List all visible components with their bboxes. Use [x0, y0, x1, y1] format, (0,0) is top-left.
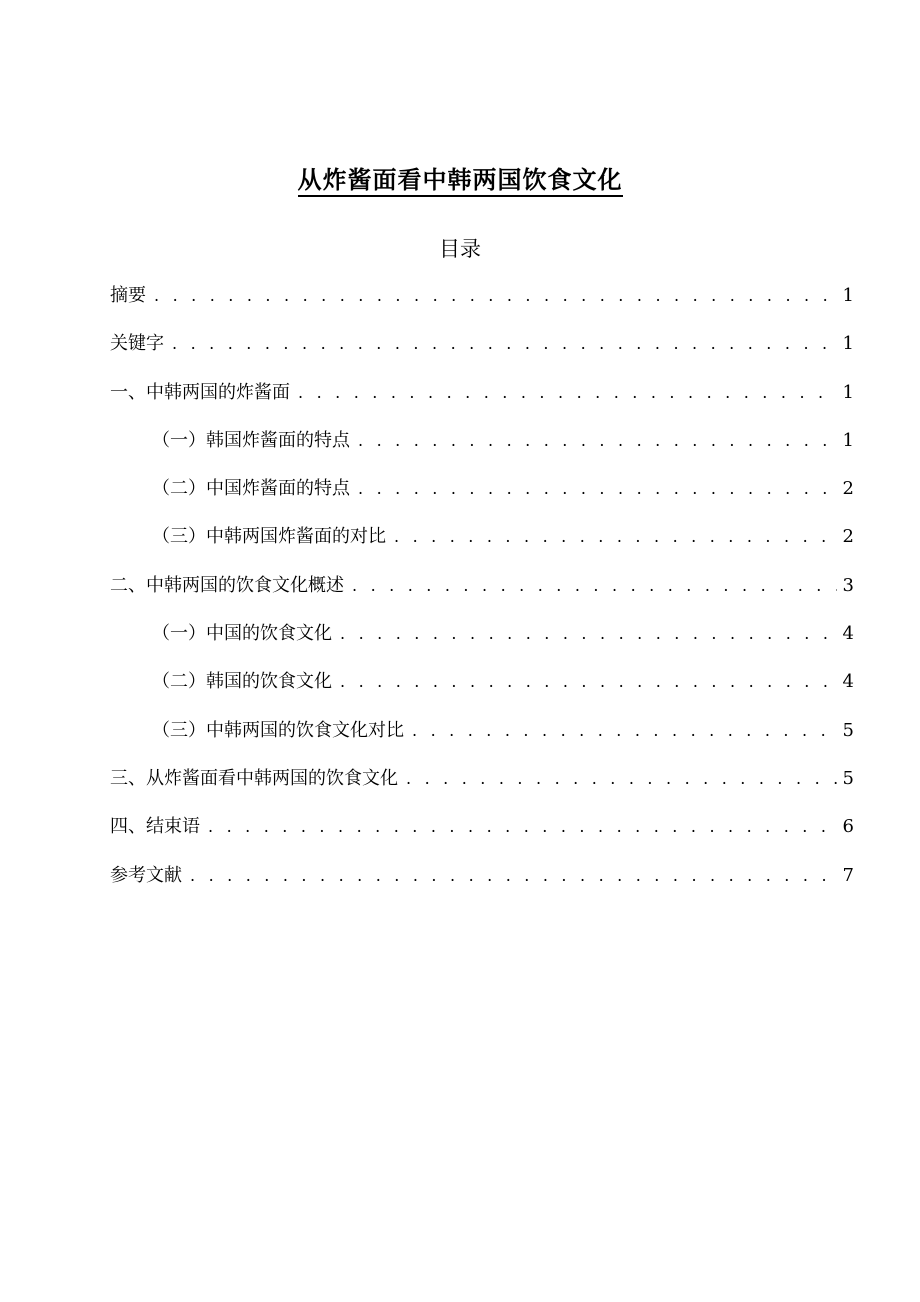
toc-entry-page: 2 — [842, 526, 854, 548]
toc-entry-label: （二）韩国的饮食文化 — [152, 671, 332, 693]
toc-dot-leader — [190, 852, 837, 900]
toc-entry[interactable] — [110, 610, 854, 658]
toc-entry-page: 5 — [842, 719, 854, 741]
toc-entry-label: 关键字 — [110, 333, 164, 355]
document-title — [0, 160, 920, 200]
toc-dot-leader — [358, 465, 837, 513]
toc-dot-leader — [352, 562, 837, 610]
toc-entry-label: （一）韩国炸酱面的特点 — [152, 429, 350, 451]
toc-entry-page: 6 — [842, 816, 854, 838]
toc-entry[interactable] — [110, 658, 854, 706]
toc-entry[interactable] — [110, 369, 854, 417]
toc-dot-leader — [394, 513, 837, 561]
toc-entry-page: 1 — [842, 333, 854, 355]
toc-entry-label: 三、从炸酱面看中韩两国的饮食文化 — [110, 767, 398, 789]
toc-entry-label: 一、中韩两国的炸酱面 — [110, 381, 290, 403]
toc-entry[interactable] — [110, 707, 854, 755]
toc-entry[interactable] — [110, 755, 854, 803]
toc-entry-label: （三）中韩两国炸酱面的对比 — [152, 526, 386, 548]
table-of-contents — [110, 272, 854, 900]
toc-dot-leader — [208, 803, 837, 851]
toc-entry-page: 4 — [842, 671, 854, 693]
toc-entry-page: 5 — [842, 767, 854, 789]
toc-entry[interactable] — [110, 562, 854, 610]
toc-entry-label: 四、结束语 — [110, 816, 200, 838]
toc-entry[interactable] — [110, 513, 854, 561]
toc-entry-page: 4 — [842, 623, 854, 645]
toc-entry[interactable] — [110, 272, 854, 320]
toc-dot-leader — [358, 417, 837, 465]
toc-dot-leader — [412, 707, 837, 755]
toc-entry-page: 3 — [842, 574, 854, 596]
toc-entry-label: （二）中国炸酱面的特点 — [152, 478, 350, 500]
toc-dot-leader — [340, 658, 837, 706]
toc-entry-page: 1 — [842, 429, 854, 451]
toc-dot-leader — [154, 272, 837, 320]
toc-dot-leader — [406, 755, 837, 803]
document-title-text: 从炸酱面看中韩两国饮食文化 — [298, 166, 623, 197]
toc-entry-label: （三）中韩两国的饮食文化对比 — [152, 719, 404, 741]
toc-entry-label: （一）中国的饮食文化 — [152, 623, 332, 645]
toc-entry[interactable] — [110, 852, 854, 900]
toc-entry[interactable] — [110, 320, 854, 368]
toc-entry[interactable] — [110, 803, 854, 851]
toc-dot-leader — [298, 369, 837, 417]
toc-entry-page: 1 — [842, 381, 854, 403]
toc-entry-page: 2 — [842, 478, 854, 500]
toc-dot-leader — [340, 610, 837, 658]
toc-entry[interactable] — [110, 465, 854, 513]
toc-heading: 目录 — [439, 237, 481, 261]
toc-entry-label: 参考文献 — [110, 864, 182, 886]
toc-entry-label: 摘要 — [110, 285, 146, 306]
toc-entry-page: 1 — [842, 285, 854, 306]
toc-entry-page: 7 — [842, 864, 854, 886]
toc-dot-leader — [172, 320, 837, 368]
toc-entry[interactable] — [110, 417, 854, 465]
toc-entry-label: 二、中韩两国的饮食文化概述 — [110, 574, 344, 596]
